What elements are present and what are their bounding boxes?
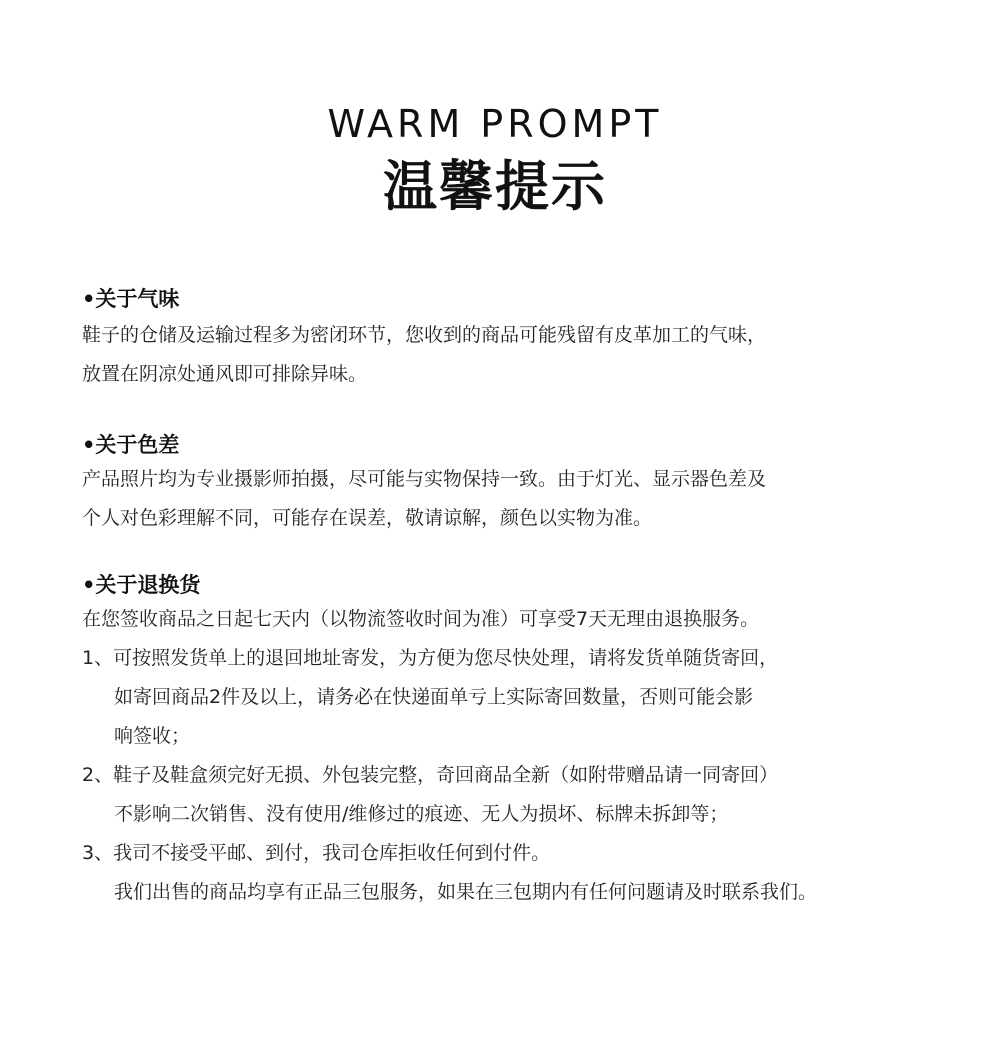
color-line-2: 个人对色彩理解不同，可能存在误差，敬请谅解，颜色以实物为准。 (82, 507, 653, 529)
odor-line-2: 放置在阴凉处通风即可排除异味。 (82, 363, 368, 385)
odor-line-1: 鞋子的仓储及运输过程多为密闭环节，您收到的商品可能残留有皮革加工的气味， (82, 324, 767, 346)
returns-item-3-line-1: 3、我司不接受平邮、到付，我司仓库拒收任何到付件。 (82, 842, 551, 864)
returns-heading: •关于退换货 (82, 573, 201, 597)
returns-item-1-line-1: 1、可按照发货单上的退回地址寄发，为方便为您尽快处理，请将发货单随货寄回， (82, 647, 779, 669)
returns-item-2-line-1: 2、鞋子及鞋盒须完好无损、外包装完整，奇回商品全新（如附带赠品请一同寄回） (82, 764, 779, 786)
page-title-chinese: 温馨提示 (383, 155, 607, 218)
odor-section (82, 284, 922, 394)
returns-section (82, 570, 922, 912)
returns-item-3-line-2: 我们出售的商品均享有正品三包服务，如果在三包期内有任何问题请及时联系我们。 (114, 881, 818, 903)
color-section (82, 430, 922, 538)
returns-item-1-line-2: 如寄回商品2件及以上，请务必在快递面单亏上实际寄回数量，否则可能会影 (114, 686, 754, 708)
color-line-1: 产品照片均为专业摄影师拍摄，尽可能与实物保持一致。由于灯光、显示器色差及 (82, 468, 767, 490)
returns-intro: 在您签收商品之日起七天内（以物流签收时间为准）可享受7天无理由退换服务。 (82, 608, 760, 630)
returns-item-1-line-3: 响签收； (114, 725, 191, 747)
odor-heading: •关于气味 (82, 287, 180, 311)
returns-item-2-line-2: 不影响二次销售、没有使用/维修过的痕迹、无人为损坏、标牌未拆卸等； (114, 803, 729, 825)
color-heading: •关于色差 (82, 433, 180, 457)
page-title-english: WARM PROMPT (327, 102, 663, 146)
